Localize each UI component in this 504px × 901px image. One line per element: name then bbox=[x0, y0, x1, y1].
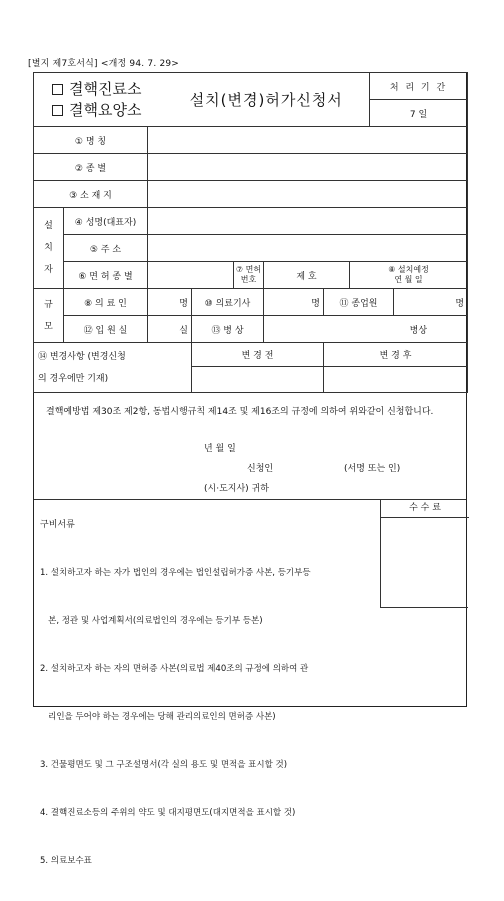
label-installer: 설 치 자 bbox=[34, 208, 64, 289]
label-staff: ⑪ 종업원 bbox=[324, 289, 394, 316]
checkbox-icon[interactable] bbox=[52, 84, 63, 95]
label-doctor: ⑧ 의 료 인 bbox=[64, 289, 148, 316]
label-license-type: ⑥ 면 허 종 별 bbox=[64, 262, 148, 289]
docs-item: 4. 결핵진료소등의 주위의 약도 및 대지평면도(대지면적을 표시할 것) bbox=[40, 808, 296, 818]
docs-item: 5. 의료보수표 bbox=[40, 856, 92, 866]
field-license-no[interactable]: 제 호 bbox=[264, 262, 350, 289]
title-block bbox=[33, 72, 468, 127]
field-ward[interactable]: 실 bbox=[148, 316, 192, 343]
field-rep-name[interactable] bbox=[148, 208, 468, 235]
fee-label: 수 수 료 bbox=[381, 499, 469, 518]
signature-label: (서명 또는 인) bbox=[344, 464, 401, 474]
recipient: (시·도지사) 귀하 bbox=[204, 484, 269, 494]
label-beds: ⑬ 병 상 bbox=[192, 316, 264, 343]
label-type: ② 종 별 bbox=[34, 154, 148, 181]
label-rep-name: ④ 성명(대표자) bbox=[64, 208, 148, 235]
docs-item: 1. 설치하고자 하는 자가 법인의 경우에는 법인설립허가증 사본, 등기부등 bbox=[40, 568, 311, 578]
label-planned-date: ⑧ 설치예정 연 월 일 bbox=[350, 262, 468, 289]
form-header: [별지 제7호서식] <개정 94. 7. 29> bbox=[28, 59, 180, 69]
fee-box bbox=[380, 499, 469, 607]
label-tech: ⑩ 의료기사 bbox=[192, 289, 264, 316]
docs-item: 리인을 두어야 하는 경우에는 당해 관리의료인의 면허증 사본) bbox=[40, 712, 276, 722]
docs-item: 2. 설치하고자 하는 자의 면허증 사본(의료법 제40조의 규정에 의하여 관 bbox=[40, 664, 309, 674]
field-type[interactable] bbox=[148, 154, 468, 181]
date-line: 년 월 일 bbox=[204, 444, 236, 454]
docs-title: 구비서류 bbox=[40, 520, 75, 530]
label-location: ③ 소 재 지 bbox=[34, 181, 148, 208]
field-location[interactable] bbox=[148, 181, 468, 208]
checkbox-sanatorium[interactable]: 결핵요양소 bbox=[52, 100, 164, 121]
label-change: ⑭ 변경사항 (변경신청 의 경우에만 기재) bbox=[34, 343, 192, 393]
checkbox-clinic[interactable]: 결핵진료소 bbox=[52, 79, 164, 100]
label-after: 변 경 후 bbox=[324, 343, 468, 367]
docs-item: 본, 정관 및 사업계획서(의료법인의 경우에는 등기부 등본) bbox=[40, 616, 263, 626]
processing-period-label: 처 리 기 간 bbox=[370, 73, 468, 100]
field-license-type[interactable] bbox=[148, 262, 234, 289]
application-table bbox=[33, 126, 468, 393]
checkbox-icon[interactable] bbox=[52, 105, 63, 116]
field-address[interactable] bbox=[148, 235, 468, 262]
fee-box-bottom bbox=[380, 607, 468, 608]
field-before[interactable] bbox=[192, 367, 324, 393]
docs-item: 3. 건물평면도 및 그 구조설명서(각 실의 용도 및 면적을 표시할 것) bbox=[40, 760, 288, 770]
field-doctor[interactable]: 명 bbox=[148, 289, 192, 316]
label-scale: 규 모 bbox=[34, 289, 64, 343]
applicant-label: 신청인 bbox=[247, 464, 274, 474]
docs-list bbox=[40, 533, 311, 901]
field-after[interactable] bbox=[324, 367, 468, 393]
label-name: ① 명 칭 bbox=[34, 127, 148, 154]
label-before: 변 경 전 bbox=[192, 343, 324, 367]
label-license-no: ⑦ 면허 번호 bbox=[234, 262, 264, 289]
field-name[interactable] bbox=[148, 127, 468, 154]
processing-period-value: 7 일 bbox=[370, 100, 468, 127]
field-tech[interactable]: 명 bbox=[264, 289, 324, 316]
field-staff[interactable]: 명 bbox=[394, 289, 468, 316]
label-address: ⑤ 주 소 bbox=[64, 235, 148, 262]
field-beds[interactable]: 병상 bbox=[264, 316, 468, 343]
statement: 결핵예방법 제30조 제2항, 동법시행규칙 제14조 및 제16조의 규정에 의하여 위와같이 신청합니다. bbox=[46, 407, 434, 417]
form-title: 설치(변경)허가신청서 bbox=[164, 73, 370, 127]
label-ward: ⑫ 입 원 실 bbox=[64, 316, 148, 343]
form-frame bbox=[33, 72, 467, 866]
